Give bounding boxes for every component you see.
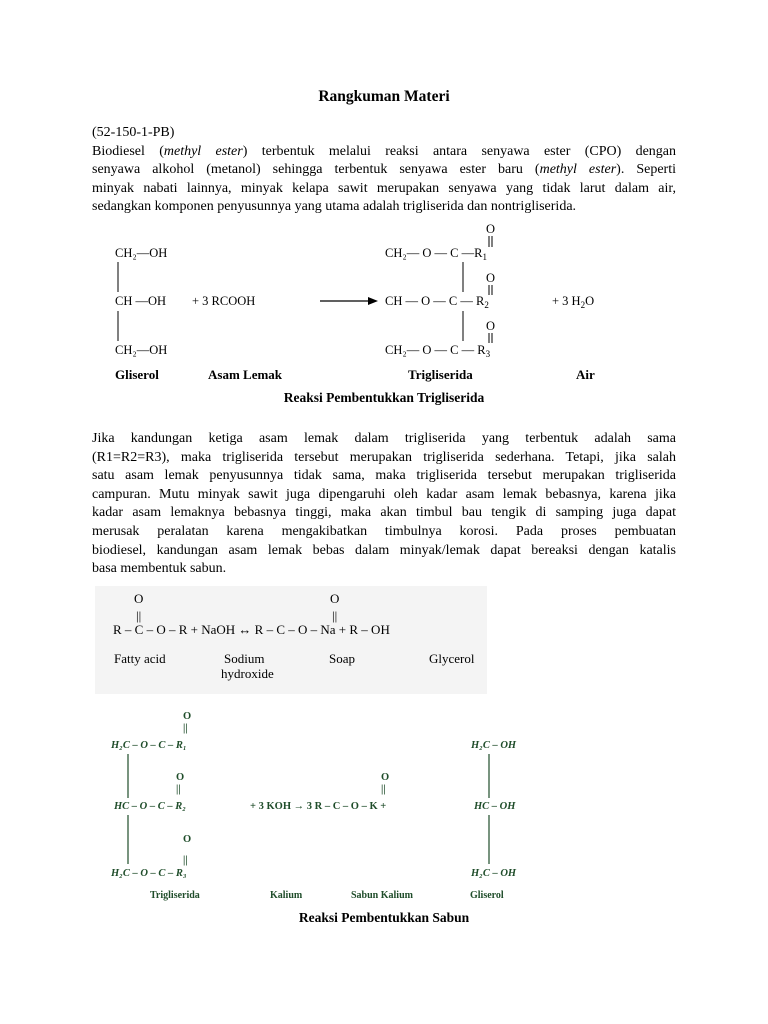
label-glycerol: Glycerol — [429, 651, 475, 666]
kt-o-2: O — [176, 772, 185, 783]
kt-o-mid: O — [381, 772, 390, 783]
kt-label-gliserol: Gliserol — [470, 890, 504, 901]
triglyceride-row-1: CH₂— O — C $—R_1$ — [385, 246, 487, 262]
triglyceride-row-3: CH₂— O — C — $R_3$ — [385, 343, 491, 359]
glycerol-row-2: CH —OH — [115, 294, 167, 308]
body-line-8: basa membentuk sabun. — [92, 561, 227, 577]
source-code: (52-150-1-PB) — [92, 125, 175, 140]
label-hydroxide: hydroxide — [221, 666, 274, 681]
kt-left-row-3: H₂C – O – C – R₃ — [111, 868, 187, 879]
kt-left-row-2: HC – O – C – R₂ — [114, 801, 186, 812]
kt-dbl-1: || — [183, 723, 188, 734]
intro-line-2: senyawa alkohol (metanol) sehingga terbentuk senyawa ester baru (methyl ester). Seperti — [92, 162, 676, 178]
intro-line-1: Biodiesel (methyl ester) terbentuk melalui reaksi antara senyawa ester (CPO) dengan — [92, 143, 677, 159]
body-line-6: merusak peralatan karena mengakibatkan timbulnya korosi. Pada proses pembuatan — [92, 523, 676, 539]
soap-o-1: O — [134, 591, 144, 606]
body-line-7: biodiesel, kandungan asam lemak bebas dalam minyak/lemak dapat bereaksi dengan katalis — [92, 542, 676, 558]
document-title: Rangkuman Materi — [318, 88, 450, 105]
label-air: Air — [576, 367, 595, 382]
kt-label-kalium: Kalium — [270, 890, 303, 901]
label-gliserol: Gliserol — [115, 367, 159, 382]
acid-term: + 3 RCOOH — [192, 294, 256, 308]
caption-triglyceride: Reaksi Pembentukkan Trigliserida — [283, 390, 485, 405]
intro-line-4: sedangkan komponen penyusunnya yang utama adalah trigliserida dan nontrigliserida. — [92, 199, 577, 215]
glycerol-row-1: CH₂—OH — [115, 246, 168, 260]
kt-dbl-3: || — [183, 855, 188, 866]
kt-right-row-3: H₂C – OH — [471, 868, 517, 879]
body-line-1: Jika kandungan ketiga asam lemak dalam trigliserida yang terbentuk adalah sama — [92, 431, 676, 446]
soap-dbl-2: || — [332, 608, 338, 623]
kt-middle-equation: + 3 KOH → 3 R – C – O – K + — [250, 801, 387, 812]
kt-label-sabun-kalium: Sabun Kalium — [351, 890, 413, 901]
label-fatty-acid: Fatty acid — [114, 651, 166, 666]
carbonyl-o-1: O — [486, 222, 496, 236]
reaction-arrow-head — [368, 297, 378, 305]
body-line-5: kadar asam lemaknya bebasnya tinggi, maka akan timbul bau tengik di samping juga dapat — [92, 505, 676, 521]
kt-label-trigliserida: Trigliserida — [150, 890, 200, 901]
kt-right-row-1: H₂C – OH — [471, 740, 517, 751]
potassium-soap-figure — [0, 706, 768, 906]
kt-o-3: O — [183, 834, 192, 845]
carbonyl-o-2: O — [486, 271, 496, 285]
paragraph-body — [92, 430, 676, 579]
kt-right-row-2: HC – OH — [474, 801, 516, 812]
soap-dbl-1: || — [136, 608, 142, 623]
intro-line-3: minyak nabati lainnya, minyak kelapa sawit merupakan senyawa yang tidak larut dalam air, — [92, 180, 676, 196]
glycerol-row-3: CH₂—OH — [115, 343, 168, 357]
label-asam-lemak: Asam Lemak — [208, 367, 283, 382]
body-line-4: campuran. Mutu minyak sawit juga dipengaruhi oleh kadar asam lemak bebasnya, karena jika — [92, 486, 676, 502]
label-trigliserida: Trigliserida — [408, 367, 473, 382]
kt-dbl-mid: || — [381, 784, 386, 795]
kt-dbl-2: || — [176, 784, 181, 795]
water-term: + 3 $H_2O$ — [552, 294, 595, 310]
soap-o-2: O — [330, 591, 340, 606]
label-soap: Soap — [329, 651, 355, 666]
kt-left-row-1: H₂C – O – C – R₁ — [111, 740, 187, 751]
paragraph-intro — [92, 124, 676, 217]
saponification-figure — [0, 586, 768, 696]
triglyceride-row-2: CH — O — C — $R_2$ — [385, 294, 489, 310]
saponification-equation: R – C – O – R + NaOH ↔ R – C – O – Na + R – OH — [113, 622, 390, 637]
caption-soap: Reaksi Pembentukkan Sabun — [298, 910, 470, 925]
label-sodium: Sodium — [224, 651, 265, 666]
carbonyl-o-3: O — [486, 319, 496, 333]
body-line-2: (R1=R2=R3), maka trigliserida tersebut merupakan trigliserida sederhana. Tetapi, jika salah — [92, 449, 676, 465]
body-line-3: satu asam lemak penyusunnya tidak sama, maka trigliserida tersebut merupakan trigliserida — [92, 468, 676, 484]
kt-o-1: O — [183, 711, 192, 722]
triglyceride-reaction-figure — [0, 218, 768, 388]
